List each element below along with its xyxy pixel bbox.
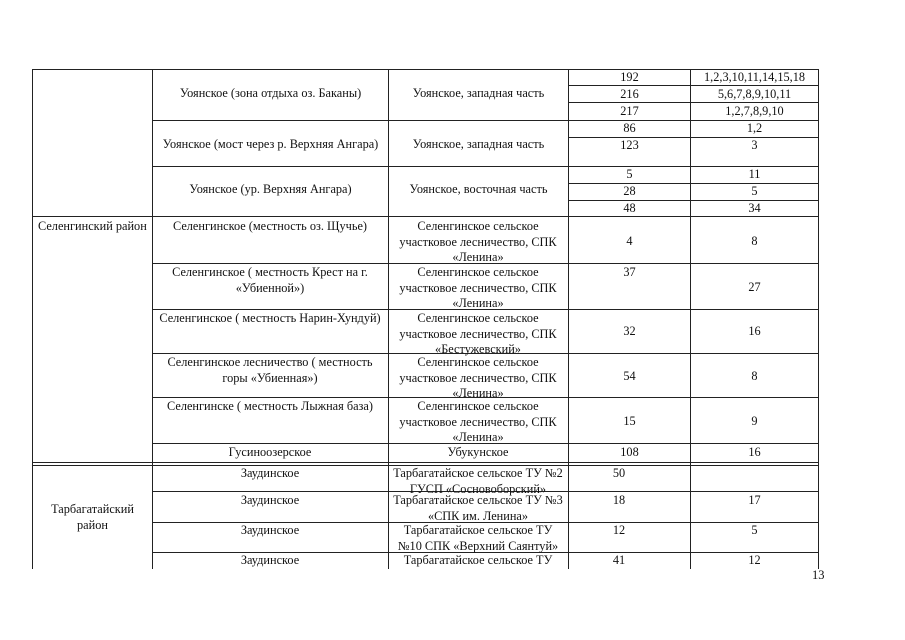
plot-cell: 17 [748,493,761,507]
plot-cell: 12 [748,553,761,567]
plot-cell: 9 [751,414,758,428]
quarter-cell: 86 [623,121,636,135]
location-cell: Селенгинское ( местность Крест на г. «Убиенной») [172,265,368,295]
plot-cell: 3 [751,138,758,152]
forestry-cell: Селенгинское сельское участковое лесничество, СПК «Ленина» [399,219,557,264]
plot-cell: 1,2 [746,121,763,135]
forestry-cell: Селенгинское сельское участковое лесничество, СПК «Ленина» [399,355,557,400]
plot-cell: 5,6,7,8,9,10,11 [717,87,792,101]
quarter-cell: 5 [626,167,633,181]
forestry-cell: Убукунское [447,445,509,459]
quarter-cell: 192 [620,70,639,84]
quarter-cell: 4 [626,234,633,248]
table-border-left [32,69,33,569]
quarter-cell: 12 [612,523,626,537]
location-cell: Заудинское [240,493,300,507]
quarter-cell: 123 [620,138,639,152]
location-cell: Селенгинское (местность оз. Щучье) [172,219,368,233]
plot-cell: 5 [751,523,758,537]
plot-cell: 11 [748,167,761,181]
row-line [32,462,819,463]
quarter-cell: 37 [623,265,636,279]
plot-cell: 27 [748,280,761,294]
location-cell: Селенгинске ( местность Лыжная база) [167,399,373,413]
forestry-cell: Уоянское, восточная часть [409,182,548,196]
forestry-cell: Тарбагатайское сельское ТУ №3 «СПК им. Ленина» [393,493,563,523]
quarter-cell: 216 [620,87,639,101]
plot-cell: 1,2,7,8,9,10 [725,104,784,118]
page-number: 13 [812,568,825,582]
quarter-cell: 18 [612,493,626,507]
plot-cell: 8 [751,369,758,383]
location-cell: Селенгинское лесничество ( местность горы «Убиенная») [167,355,373,385]
quarter-cell: 28 [623,184,636,198]
quarter-cell: 54 [623,369,636,383]
forestry-cell: Тарбагатайское сельское ТУ №2 ГУСП «Сосновоборский» [393,466,563,496]
table-border-right [818,69,819,569]
location-cell: Уоянское (ур. Верхняя Ангара) [189,182,352,196]
quarter-cell: 15 [623,414,636,428]
location-cell: Заудинское [240,523,300,537]
plot-cell: 16 [748,324,761,338]
quarter-cell: 50 [612,466,626,480]
district-cell: Селенгинский район [38,219,147,233]
quarter-cell: 217 [620,104,639,118]
location-cell: Гусиноозерское [228,445,312,459]
forestry-cell: Селенгинское сельское участковое лесничество, СПК «Ленина» [399,265,557,310]
plot-cell: 34 [748,201,761,215]
quarter-cell: 108 [620,445,639,459]
forestry-cell: Тарбагатайское сельское ТУ [403,553,553,567]
location-cell: Заудинское [240,466,300,480]
plot-cell: 8 [751,234,758,248]
plot-cell: 1,2,3,10,11,14,15,18 [704,70,805,84]
location-cell: Уоянское (мост через р. Верхняя Ангара) [162,137,379,151]
quarter-cell: 48 [623,201,636,215]
forestry-cell: Селенгинское сельское участковое лесничество, СПК «Бестужевский» [399,311,557,356]
location-cell: Селенгинское ( местность Нарин-Хундуй) [159,311,381,325]
forestry-cell: Уоянское, западная часть [412,137,545,151]
forestry-cell: Тарбагатайское сельское ТУ №10 СПК «Верхний Саянтуй» [397,523,559,553]
district-cell: Тарбагатайский район [51,502,134,532]
location-cell: Уоянское (зона отдыха оз. Баканы) [179,86,362,100]
location-cell: Заудинское [240,553,300,567]
plot-cell: 16 [748,445,761,459]
forestry-cell: Селенгинское сельское участковое лесничество, СПК «Ленина» [399,399,557,444]
quarter-cell: 41 [612,553,626,567]
plot-cell: 5 [751,184,758,198]
quarter-cell: 32 [623,324,636,338]
forestry-cell: Уоянское, западная часть [412,86,545,100]
